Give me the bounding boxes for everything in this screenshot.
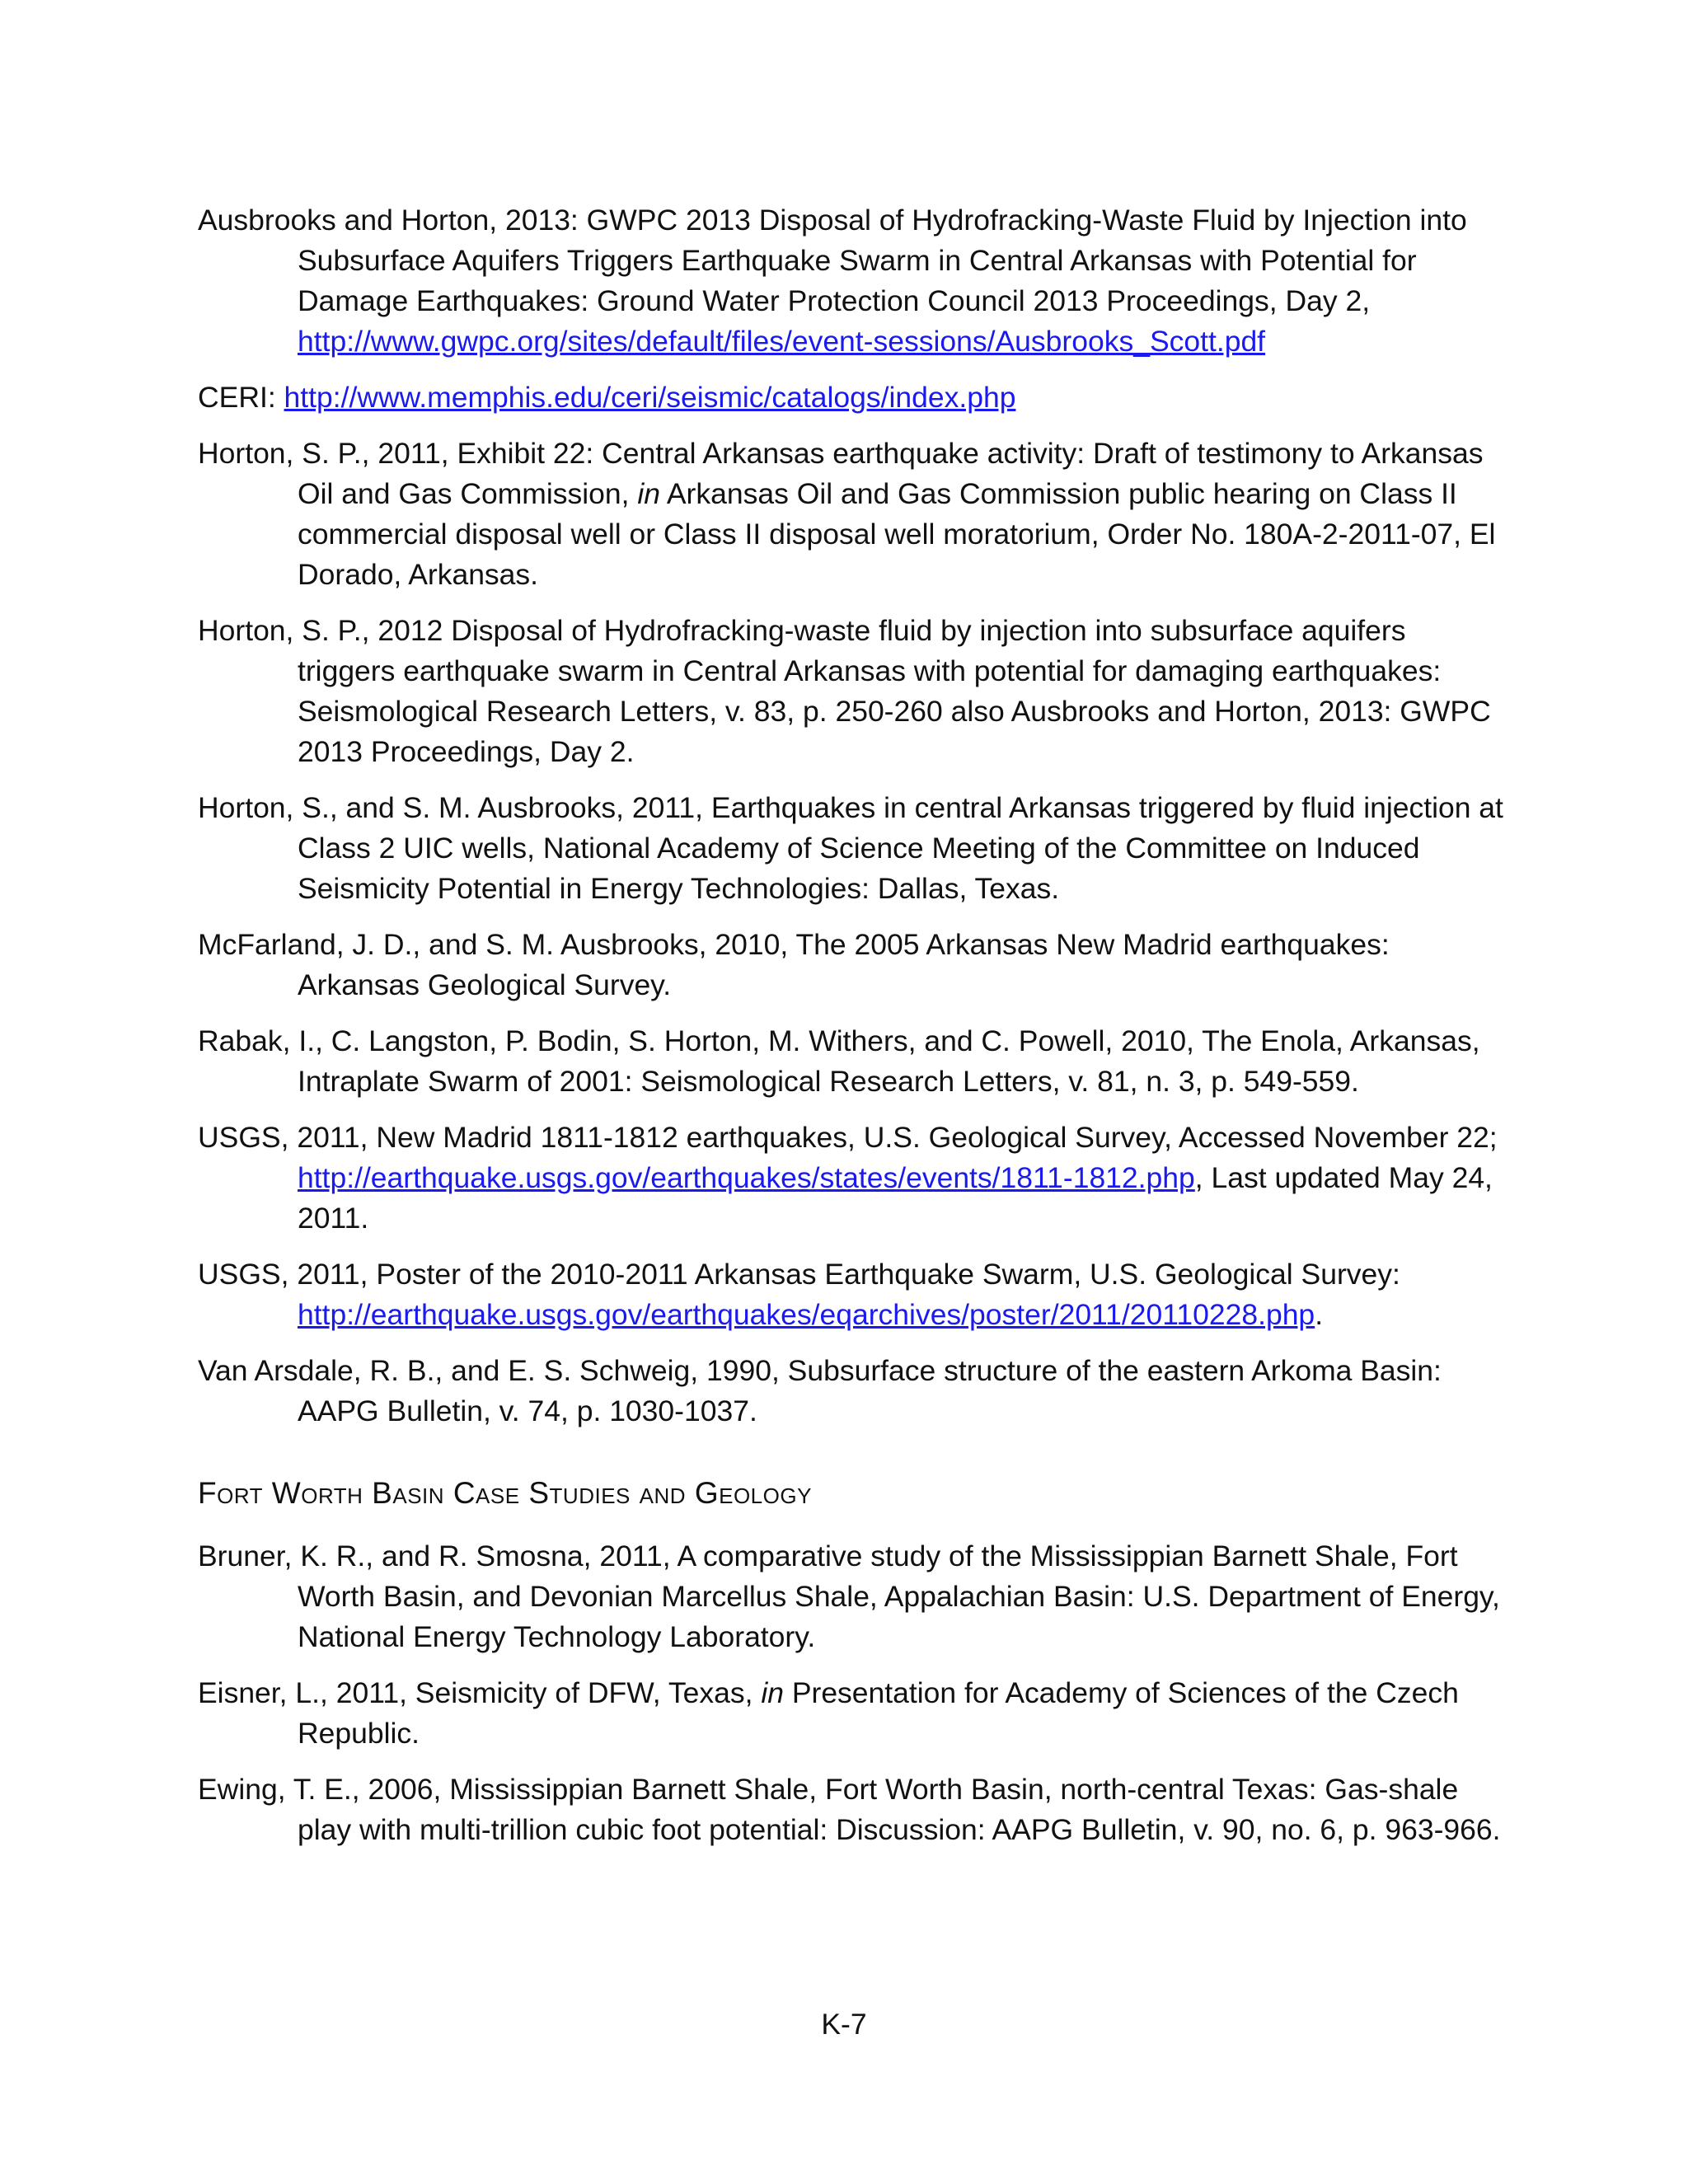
reference-entry: Horton, S. P., 2011, Exhibit 22: Central Arkansas earthquake activity: Draft of testimony to Arkansas Oil and Gas Commission, in Arkansas Oil and Gas Commission public hearing on Class II commercial disposal well or Class II disposal well moratorium, Order No. 180A-2-2011-07, El Dorado, Arkansas. <box>198 437 1496 591</box>
reference-entry: Horton, S. P., 2012 Disposal of Hydrofracking-waste fluid by injection into subsurface aquifers triggers earthquake swarm in Central Arkansas with potential for damaging earthquakes: Seismological Research Letters, v. 83, p. 250-260 also Ausbrooks and Horton, 2013: GWPC 2013 Proceedings, Day 2. <box>198 614 1491 768</box>
reference-entry: Ausbrooks and Horton, 2013: GWPC 2013 Disposal of Hydrofracking-Waste Fluid by Injection into Subsurface Aquifers Triggers Earthquake Swarm in Central Arkansas with Potential for Damage Earthquakes: Ground Water Protection Council 2013 Proceedings, Day 2, http://www.gwpc.org/sites/default/files/event-sessions/Ausbrooks_Scott.pdf <box>198 204 1467 358</box>
reference-entry: Rabak, I., C. Langston, P. Bodin, S. Horton, M. Withers, and C. Powell, 2010, The Enola, Arkansas, Intraplate Swarm of 2001: Seismological Research Letters, v. 81, n. 3, p. 549-559. <box>198 1024 1480 1098</box>
section-reference-list <box>198 1536 1508 1850</box>
reference-entry: Ewing, T. E., 2006, Mississippian Barnett Shale, Fort Worth Basin, north-central Texas: Gas-shale play with multi-trillion cubic foot potential: Discussion: AAPG Bulletin, v. 90, no. 6, p. 963-966. <box>198 1773 1501 1846</box>
reference-link[interactable]: http://www.memphis.edu/ceri/seismic/catalogs/index.php <box>284 381 1016 414</box>
reference-entry: Horton, S., and S. M. Ausbrooks, 2011, Earthquakes in central Arkansas triggered by fluid injection at Class 2 UIC wells, National Academy of Science Meeting of the Committee on Induced Seismicity Potential in Energy Technologies: Dallas, Texas. <box>198 791 1503 905</box>
reference-link[interactable]: http://earthquake.usgs.gov/earthquakes/eqarchives/poster/2011/20110228.php <box>298 1298 1315 1331</box>
section-heading: Fort Worth Basin Case Studies and Geology <box>198 1476 812 1510</box>
reference-link[interactable]: http://www.gwpc.org/sites/default/files/event-sessions/Ausbrooks_Scott.pdf <box>298 325 1266 358</box>
reference-entry: Van Arsdale, R. B., and E. S. Schweig, 1990, Subsurface structure of the eastern Arkoma Basin: AAPG Bulletin, v. 74, p. 1030-1037. <box>198 1354 1442 1427</box>
reference-entry: McFarland, J. D., and S. M. Ausbrooks, 2010, The 2005 Arkansas New Madrid earthquakes: Arkansas Geological Survey. <box>198 928 1390 1001</box>
reference-entry: CERI: http://www.memphis.edu/ceri/seismic/catalogs/index.php <box>198 381 1016 414</box>
reference-entry: Eisner, L., 2011, Seismicity of DFW, Texas, in Presentation for Academy of Sciences of the Czech Republic. <box>198 1676 1459 1750</box>
reference-entry: USGS, 2011, Poster of the 2010-2011 Arkansas Earthquake Swarm, U.S. Geological Survey: http://earthquake.usgs.gov/earthquakes/eqarchives/poster/2011/20110228.php. <box>198 1258 1400 1331</box>
reference-entry: Bruner, K. R., and R. Smosna, 2011, A comparative study of the Mississippian Barnett Shale, Fort Worth Basin, and Devonian Marcellus Shale, Appalachian Basin: U.S. Department of Energy, National Energy Technology Laboratory. <box>198 1540 1500 1653</box>
references-content <box>198 200 1508 1866</box>
reference-list <box>198 200 1508 1432</box>
reference-entry: USGS, 2011, New Madrid 1811-1812 earthquakes, U.S. Geological Survey, Accessed November 22; http://earthquake.usgs.gov/earthquakes/states/events/1811-1812.php, Last updated May 24, 2011. <box>198 1121 1498 1235</box>
reference-link[interactable]: http://earthquake.usgs.gov/earthquakes/states/events/1811-1812.php <box>298 1161 1195 1194</box>
page-number: K-7 <box>821 2008 867 2041</box>
